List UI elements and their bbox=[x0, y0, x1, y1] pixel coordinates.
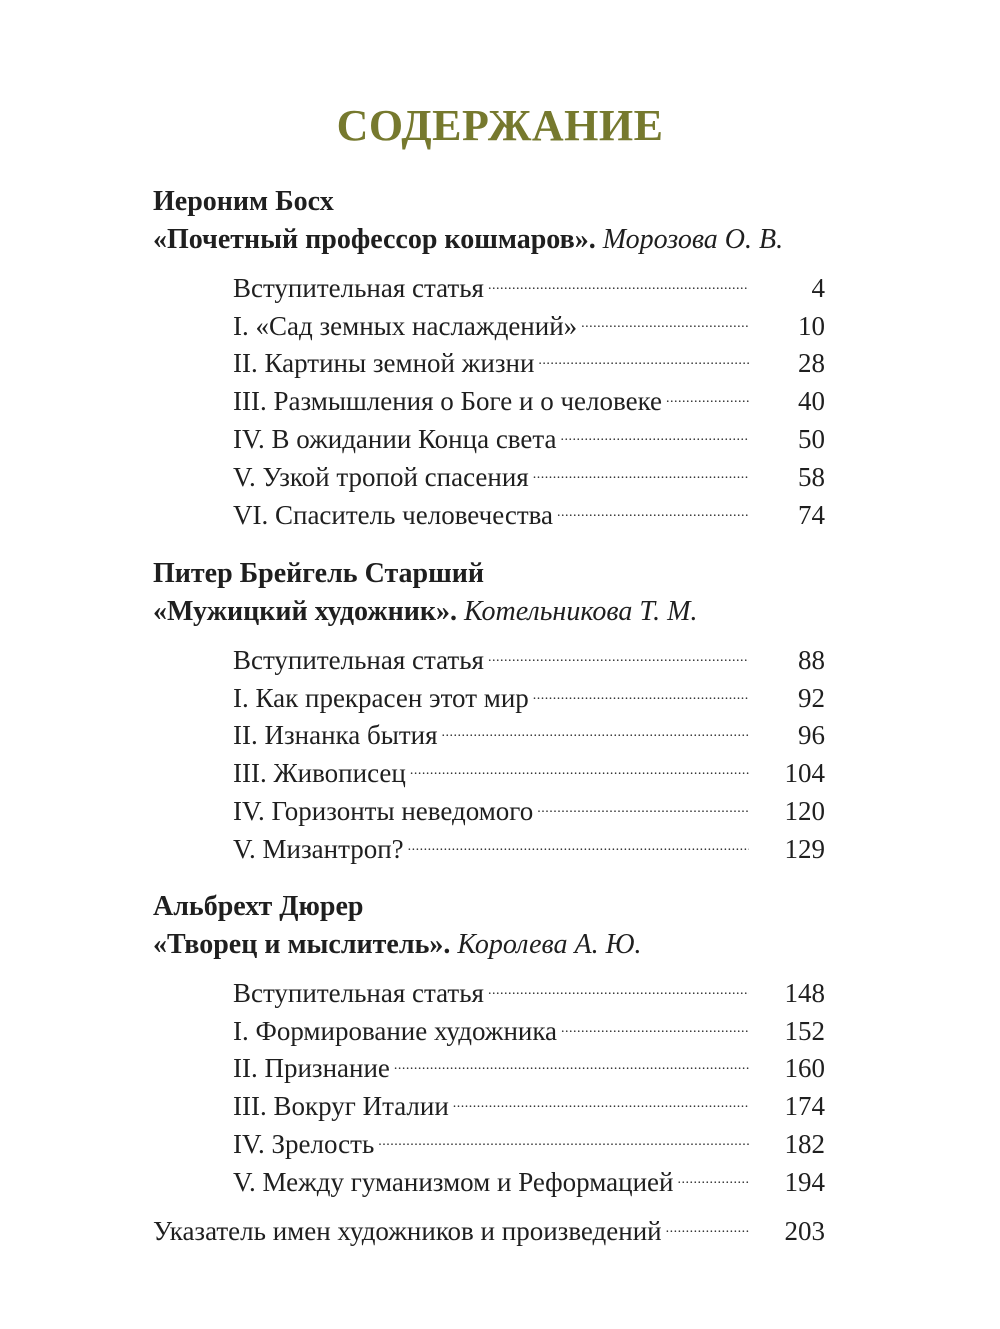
entry-page: 74 bbox=[798, 499, 825, 530]
dot-leader bbox=[561, 1002, 749, 1040]
essay-title: «Почетный профессор кошмаров». bbox=[153, 224, 596, 255]
entry-label: II. Картины земной жизни bbox=[233, 348, 535, 379]
entry-label: Вступительная статья bbox=[233, 272, 484, 303]
toc-entry[interactable] bbox=[233, 964, 825, 1008]
essay-author: Котельникова Т. М. bbox=[464, 596, 698, 627]
entry-label: I. Формирование художника bbox=[233, 1015, 558, 1046]
dot-leader bbox=[537, 782, 749, 820]
entry-page: 148 bbox=[784, 977, 825, 1008]
entry-label: III. Вокруг Италии bbox=[233, 1091, 449, 1122]
entry-label: Вступительная статья bbox=[233, 644, 484, 675]
entry-page: 92 bbox=[798, 682, 825, 713]
toc-section-bosch bbox=[153, 183, 833, 530]
entry-page: 28 bbox=[798, 348, 825, 379]
entry-label: IV. В ожидании Конца света bbox=[233, 423, 557, 454]
entry-list bbox=[233, 259, 825, 530]
dot-leader bbox=[453, 1077, 749, 1115]
entry-page: 40 bbox=[798, 386, 825, 417]
entry-page: 120 bbox=[784, 795, 825, 826]
dot-leader bbox=[442, 707, 749, 745]
entry-page: 10 bbox=[798, 310, 825, 341]
entry-page: 4 bbox=[811, 272, 825, 303]
entry-page: 50 bbox=[798, 423, 825, 454]
essay-line bbox=[153, 593, 833, 631]
entry-label: Указатель имен художников и произведений bbox=[153, 1215, 662, 1246]
essay-author: Морозова О. В. bbox=[602, 224, 784, 255]
entry-page: 152 bbox=[784, 1015, 825, 1046]
entry-label: II. Изнанка бытия bbox=[233, 720, 438, 751]
entry-page: 88 bbox=[798, 644, 825, 675]
dot-leader bbox=[666, 372, 749, 410]
entry-page: 194 bbox=[784, 1166, 825, 1197]
dot-leader bbox=[408, 820, 749, 858]
dot-leader bbox=[533, 669, 749, 707]
toc-entry-index[interactable] bbox=[153, 1202, 825, 1246]
entry-page: 174 bbox=[784, 1091, 825, 1122]
artist-heading: Питер Брейгель Старший bbox=[153, 558, 485, 589]
dot-leader bbox=[561, 410, 750, 448]
entry-label: IV. Горизонты неведомого bbox=[233, 795, 534, 826]
dot-leader bbox=[394, 1040, 749, 1078]
entry-label: III. Размышления о Боге и о человеке bbox=[233, 386, 662, 417]
essay-line bbox=[153, 926, 833, 964]
entry-label: III. Живописец bbox=[233, 758, 406, 789]
dot-leader bbox=[488, 964, 749, 1002]
toc-index bbox=[153, 1202, 825, 1246]
entry-page: 96 bbox=[798, 720, 825, 751]
toc-section-durer bbox=[153, 888, 833, 1197]
entry-label: V. Между гуманизмом и Реформацией bbox=[233, 1166, 674, 1197]
entry-page: 182 bbox=[784, 1128, 825, 1159]
toc-entry[interactable] bbox=[233, 631, 825, 675]
dot-leader bbox=[581, 297, 749, 335]
dot-leader bbox=[677, 1153, 749, 1191]
dot-leader bbox=[488, 259, 749, 297]
entry-label: I. «Сад земных наслаждений» bbox=[233, 310, 578, 341]
essay-author: Королева А. Ю. bbox=[457, 929, 642, 960]
dot-leader bbox=[557, 486, 749, 524]
essay-line bbox=[153, 221, 833, 259]
entry-label: II. Признание bbox=[233, 1053, 390, 1084]
entry-list bbox=[233, 964, 825, 1197]
entry-label: V. Мизантроп? bbox=[233, 833, 404, 864]
entry-label: Вступительная статья bbox=[233, 977, 484, 1008]
dot-leader bbox=[410, 744, 749, 782]
entry-page: 203 bbox=[784, 1215, 825, 1246]
dot-leader bbox=[538, 335, 749, 373]
entry-page: 129 bbox=[784, 833, 825, 864]
dot-leader bbox=[488, 631, 749, 669]
artist-heading: Иероним Босх bbox=[153, 186, 334, 217]
essay-title: «Мужицкий художник». bbox=[153, 596, 457, 627]
entry-page: 104 bbox=[784, 758, 825, 789]
entry-page: 160 bbox=[784, 1053, 825, 1084]
entry-label: V. Узкой тропой спасения bbox=[233, 461, 529, 492]
toc-entry[interactable] bbox=[233, 259, 825, 303]
entry-list bbox=[233, 631, 825, 864]
entry-label: I. Как прекрасен этот мир bbox=[233, 682, 529, 713]
dot-leader bbox=[533, 448, 749, 486]
entry-label: IV. Зрелость bbox=[233, 1128, 375, 1159]
essay-title: «Творец и мыслитель». bbox=[153, 929, 451, 960]
entry-label: VI. Спаситель человечества bbox=[233, 499, 554, 530]
page-title: СОДЕРЖАНИЕ bbox=[336, 101, 664, 150]
entry-page: 58 bbox=[798, 461, 825, 492]
dot-leader bbox=[666, 1202, 749, 1240]
dot-leader bbox=[378, 1115, 749, 1153]
artist-heading: Альбрехт Дюрер bbox=[153, 891, 364, 922]
toc-section-bruegel bbox=[153, 555, 833, 864]
